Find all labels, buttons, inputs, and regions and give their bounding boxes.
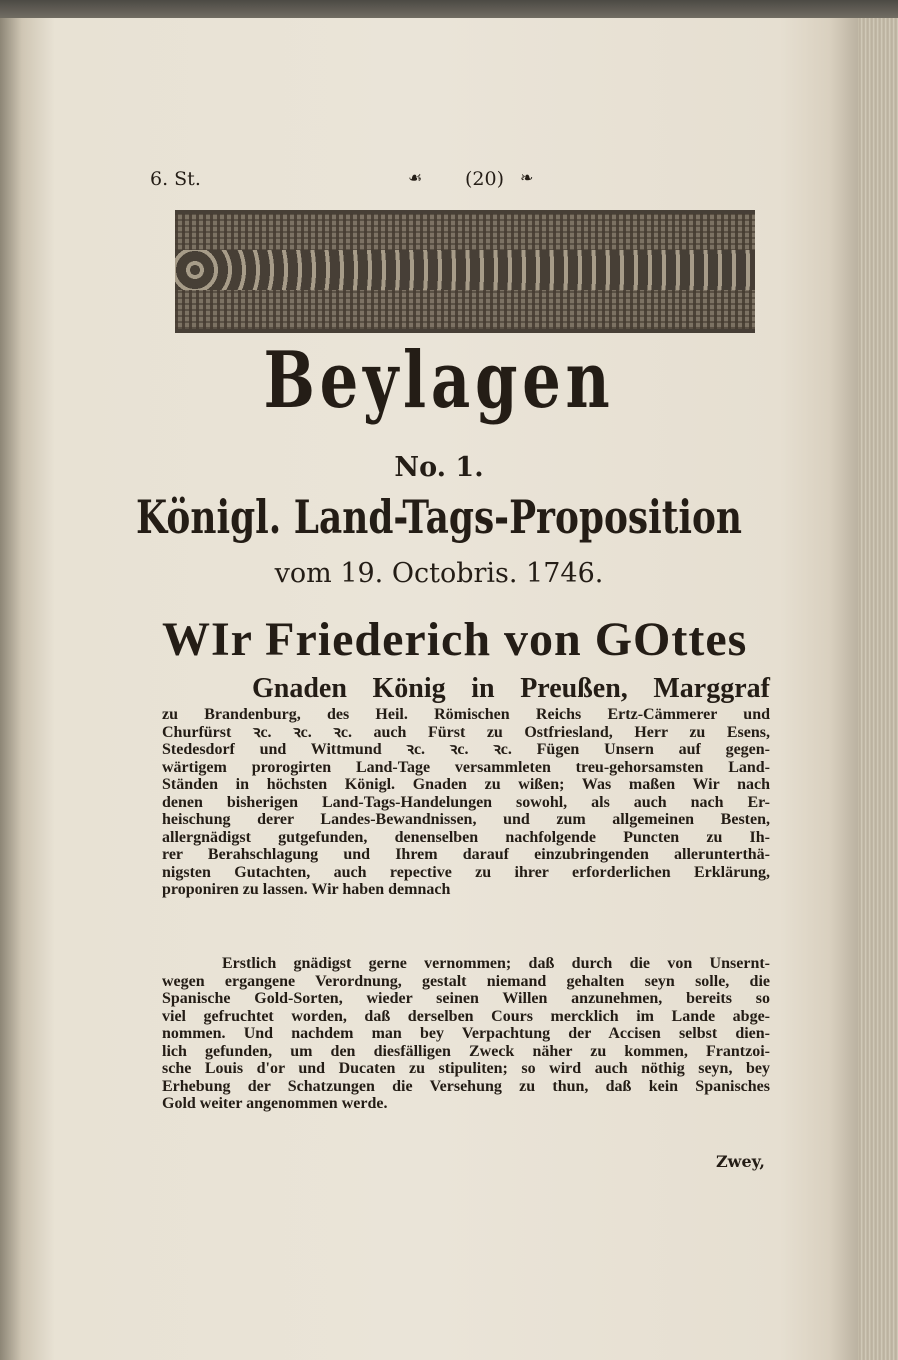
- page-title: Beylagen: [263, 335, 615, 426]
- page-header: [150, 168, 590, 198]
- text-line: Gnaden König in Preußen, Marggraf: [252, 673, 770, 704]
- document-heading: Königl. Land-Tags-Proposition: [136, 490, 742, 544]
- text-line: Erhebung der Schatzungen die Versehung zu thun, daß kein Spanisches: [162, 1077, 770, 1095]
- text-line: proponiren zu lassen. Wir haben demnach: [162, 881, 451, 898]
- text-line: Ständen in höchsten Königl. Gnaden zu wißen; Was maßen Wir nach: [162, 776, 770, 793]
- catchword: Zwey,: [716, 1152, 765, 1171]
- text-line: nommen. Und nachdem man bey Verpachtung der Accisen selbst dien-: [162, 1025, 770, 1042]
- ornament-right-icon: ❧: [520, 168, 534, 187]
- text-line: denen bisherigen Land-Tags-Handelungen sowohl, als auch nach Er-: [162, 793, 770, 811]
- opening-line: WIr Friederich von GOttes: [162, 613, 748, 666]
- ornament-left-icon: ☙: [408, 168, 423, 187]
- appendix-number: No. 1.: [394, 452, 484, 483]
- text-line: nigsten Gutachten, auch repective zu ihrer erforderlichen Erklärung,: [162, 863, 770, 881]
- text-line: viel gefruchtet worden, daß derselben Cours mercklich im Lande abge-: [162, 1007, 770, 1025]
- text-line: sche Louis d'or und Ducaten zu stipuliten; so wird auch nöthig seyn, bey: [162, 1060, 770, 1077]
- text-line: rer Berahschlagung und Ihrem darauf einzubringenden allerunterthä-: [162, 846, 770, 863]
- text-line: Spanische Gold-Sorten, wieder seinen Willen anzunehmen, bereits so: [162, 990, 770, 1007]
- text-line: Gold weiter angenommen werde.: [162, 1095, 388, 1112]
- signature-mark: 6. St.: [150, 168, 201, 190]
- paragraph-2: [162, 955, 770, 1113]
- text-line: Stedesdorf und Wittmund ꝛc. ꝛc. ꝛc. Fügen Unsern auf gegen-: [162, 741, 770, 758]
- page-number: (20): [465, 168, 505, 190]
- text-line: Erstlich gnädigst gerne vernommen; daß durch die von Unsernt-: [222, 955, 770, 972]
- text-line: wegen ergangene Verordnung, gestalt niemand gehalten seyn solle, die: [162, 972, 770, 990]
- decorative-ornament-band: [175, 210, 755, 333]
- paragraph-1: [162, 672, 770, 899]
- text-line: wärtigem prorogirten Land-Tage versammleten treu-gehorsamsten Land-: [162, 758, 770, 776]
- text-line: heischung derer Landes-Bewandnissen, und zum allgemeinen Besten,: [162, 811, 770, 828]
- text-line: zu Brandenburg, des Heil. Römischen Reichs Ertz-Cämmerer und: [162, 706, 770, 723]
- book-fore-edge: [858, 18, 898, 1360]
- date-line: vom 19. Octobris. 1746.: [274, 558, 604, 589]
- text-line: lich gefunden, um den diesfälligen Zweck näher zu kommen, Frantzoi-: [162, 1042, 770, 1060]
- text-line: allergnädigst gutgefunden, denenselben nachfolgende Puncten zu Ih-: [162, 828, 770, 846]
- text-line: Churfürst ꝛc. ꝛc. ꝛc. auch Fürst zu Ostfriesland, Herr zu Esens,: [162, 723, 770, 741]
